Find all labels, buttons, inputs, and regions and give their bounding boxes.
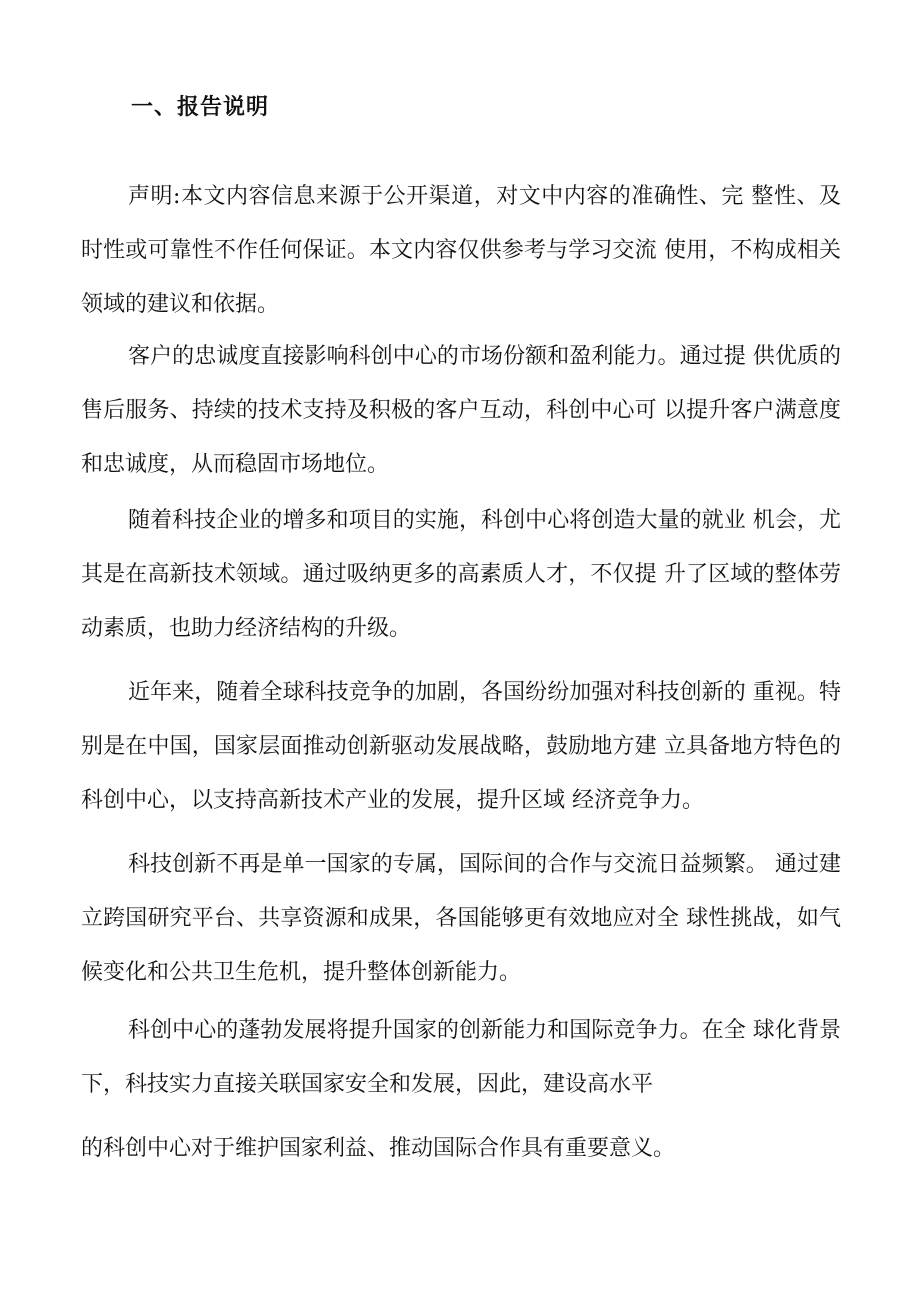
paragraph-international-cooperation: 科技创新不再是单一国家的专属，国际间的合作与交流日益频繁。 通过建立跨国研究平台、共享资源和成果，各国能够更有效地应对全 球性挑战，如气候变化和公共卫生危机，提升整体创新能力。	[81, 852, 841, 985]
paragraph-customer-loyalty: 客户的忠诚度直接影响科创中心的市场份额和盈利能力。通过提 供优质的售后服务、持续的技术支持及积极的客户互动，科创中心可 以提升客户满意度和忠诚度，从而稳固市场地位。	[81, 344, 841, 477]
paragraph-disclaimer: 声明:本文内容信息来源于公开渠道，对文中内容的准确性、完 整性、及时性或可靠性不作任何保证。本文内容仅供参考与学习交流 使用，不构成相关领域的建议和依据。	[81, 184, 841, 317]
paragraph-final-line: 的科创中心对于维护国家利益、推动国际合作具有重要意义。	[81, 1136, 676, 1161]
paragraph-national-competitiveness: 科创中心的蓬勃发展将提升国家的创新能力和国际竞争力。在全 球化背景下，科技实力直接关联国家安全和发展，因此，建设高水平	[81, 1018, 841, 1097]
section-heading: 一、报告说明	[131, 94, 270, 120]
paragraph-employment: 随着科技企业的增多和项目的实施，科创中心将创造大量的就业 机会，尤其是在高新技术领域。通过吸纳更多的高素质人才，不仅提 升了区域的整体劳动素质，也助力经济结构的升级。	[81, 508, 841, 641]
paragraph-innovation-strategy: 近年来，随着全球科技竞争的加剧，各国纷纷加强对科技创新的 重视。特别是在中国，国家层面推动创新驱动发展战略，鼓励地方建 立具备地方特色的科创中心，以支持高新技术产业的发展，提升区域 经济竞争力。	[81, 680, 841, 813]
